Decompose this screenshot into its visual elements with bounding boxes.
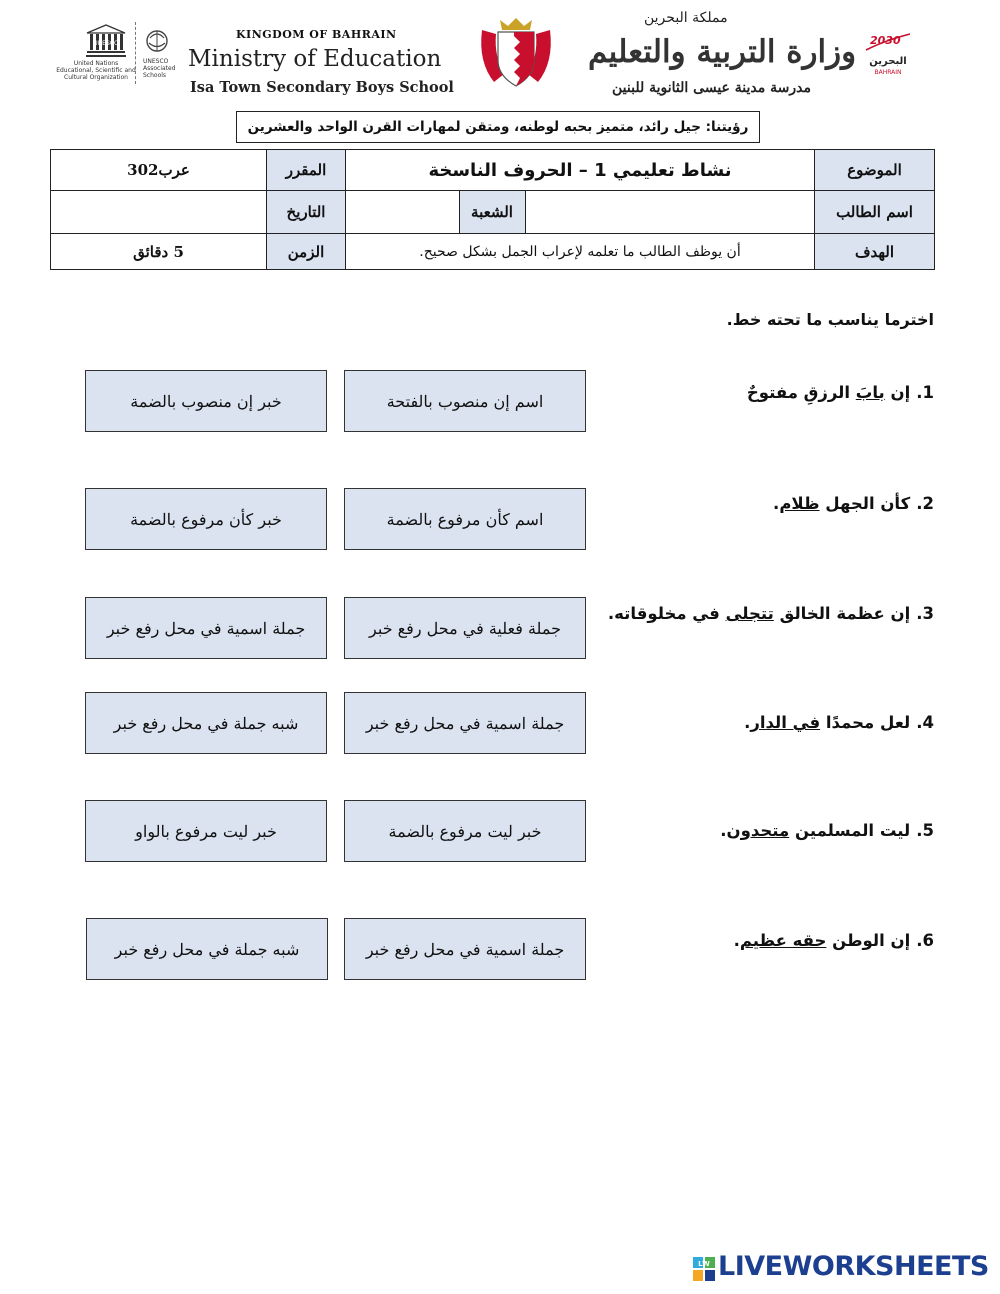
question-5: 5.ليت المسلمين متحدون.	[720, 821, 934, 840]
question-2: 2.كأن الجهل ظلام.	[773, 494, 934, 513]
course-value: عرب302	[51, 150, 267, 191]
goal-label: الهدف	[815, 234, 935, 270]
question-4: 4.لعل محمدًا في الدار.	[744, 713, 934, 732]
logo-divider	[135, 22, 136, 84]
question-5-option-a-button[interactable]: خبر ليت مرفوع بالضمة	[344, 800, 586, 862]
date-label: التاريخ	[267, 191, 346, 234]
school-name-ar: مدرسة مدينة عيسى الثانوية للبنين	[612, 80, 811, 96]
date-field[interactable]	[51, 191, 267, 234]
question-4-option-b-button[interactable]: شبه جملة في محل رفع خبر	[85, 692, 327, 754]
goal-value: أن يوظف الطالب ما تعلمه لإعراب الجمل بشكل صحيح.	[346, 234, 815, 270]
question-6: 6.إن الوطن حقه عظيم.	[733, 931, 934, 950]
question-3-option-b-button[interactable]: جملة اسمية في محل رفع خبر	[85, 597, 327, 659]
svg-text:2030: 2030	[870, 34, 901, 47]
student-name-field[interactable]	[525, 191, 814, 233]
unesco-logo-icon	[86, 24, 126, 58]
question-2-option-a-button[interactable]: اسم كأن مرفوع بالضمة	[344, 488, 586, 550]
student-name-label: اسم الطالب	[815, 191, 935, 234]
svg-text:البحرين: البحرين	[869, 56, 907, 67]
asp-caption: UNESCO Associated Schools	[143, 58, 176, 79]
school-name-en: Isa Town Secondary Boys School	[190, 79, 454, 96]
question-6-option-b-button[interactable]: شبه جملة في محل رفع خبر	[86, 918, 328, 980]
bahrain-emblem-icon	[474, 12, 558, 96]
section-field[interactable]	[346, 191, 460, 233]
time-value: 5 دقائق	[51, 234, 267, 270]
time-label: الزمن	[267, 234, 346, 270]
bahrain-vision-2030-logo-icon	[862, 30, 914, 76]
question-3: 3.إن عظمة الخالق تتجلى في مخلوقاته.	[607, 604, 934, 623]
asp-schools-logo-icon	[144, 26, 170, 56]
topic-value: نشاط تعليمي 1 – الحروف الناسخة	[346, 150, 815, 191]
section-label: الشعبة	[459, 191, 525, 233]
liveworksheets-brand[interactable]: LIVEWORKSHEETS	[718, 1251, 989, 1282]
course-label: المقرر	[267, 150, 346, 191]
kingdom-title-ar: مملكة البحرين	[644, 10, 728, 26]
ministry-title-ar: وزارة التربية والتعليم	[588, 34, 857, 70]
unesco-caption: United Nations Educational, Scientific and Cultural Organization	[56, 60, 136, 81]
vision-statement: رؤيتنا: جيل رائد، متميز بحبه لوطنه، ومتقن لمهارات القرن الواحد والعشرين	[236, 111, 760, 143]
question-4-option-a-button[interactable]: جملة اسمية في محل رفع خبر	[344, 692, 586, 754]
question-1: 1.إن بابَ الرزقِ مفتوحٌ	[746, 383, 934, 402]
liveworksheets-logo-icon	[693, 1257, 715, 1281]
svg-text:LW: LW	[698, 1260, 710, 1268]
ministry-title-en: Ministry of Education	[188, 46, 442, 72]
question-3-option-a-button[interactable]: جملة فعلية في محل رفع خبر	[344, 597, 586, 659]
worksheet-info-table	[50, 149, 935, 270]
instruction-text: اخترما يناسب ما تحته خط.	[726, 310, 934, 329]
topic-label: الموضوع	[815, 150, 935, 191]
question-2-option-b-button[interactable]: خبر كأن مرفوع بالضمة	[85, 488, 327, 550]
svg-text:UNESCO: UNESCO	[93, 40, 119, 47]
question-5-option-b-button[interactable]: خبر ليت مرفوع بالواو	[85, 800, 327, 862]
kingdom-title-en: KINGDOM OF BAHRAIN	[236, 28, 397, 41]
question-1-option-b-button[interactable]: خبر إن منصوب بالضمة	[85, 370, 327, 432]
question-6-option-a-button[interactable]: جملة اسمية في محل رفع خبر	[344, 918, 586, 980]
question-1-option-a-button[interactable]: اسم إن منصوب بالفتحة	[344, 370, 586, 432]
svg-text:BAHRAIN: BAHRAIN	[874, 69, 902, 76]
